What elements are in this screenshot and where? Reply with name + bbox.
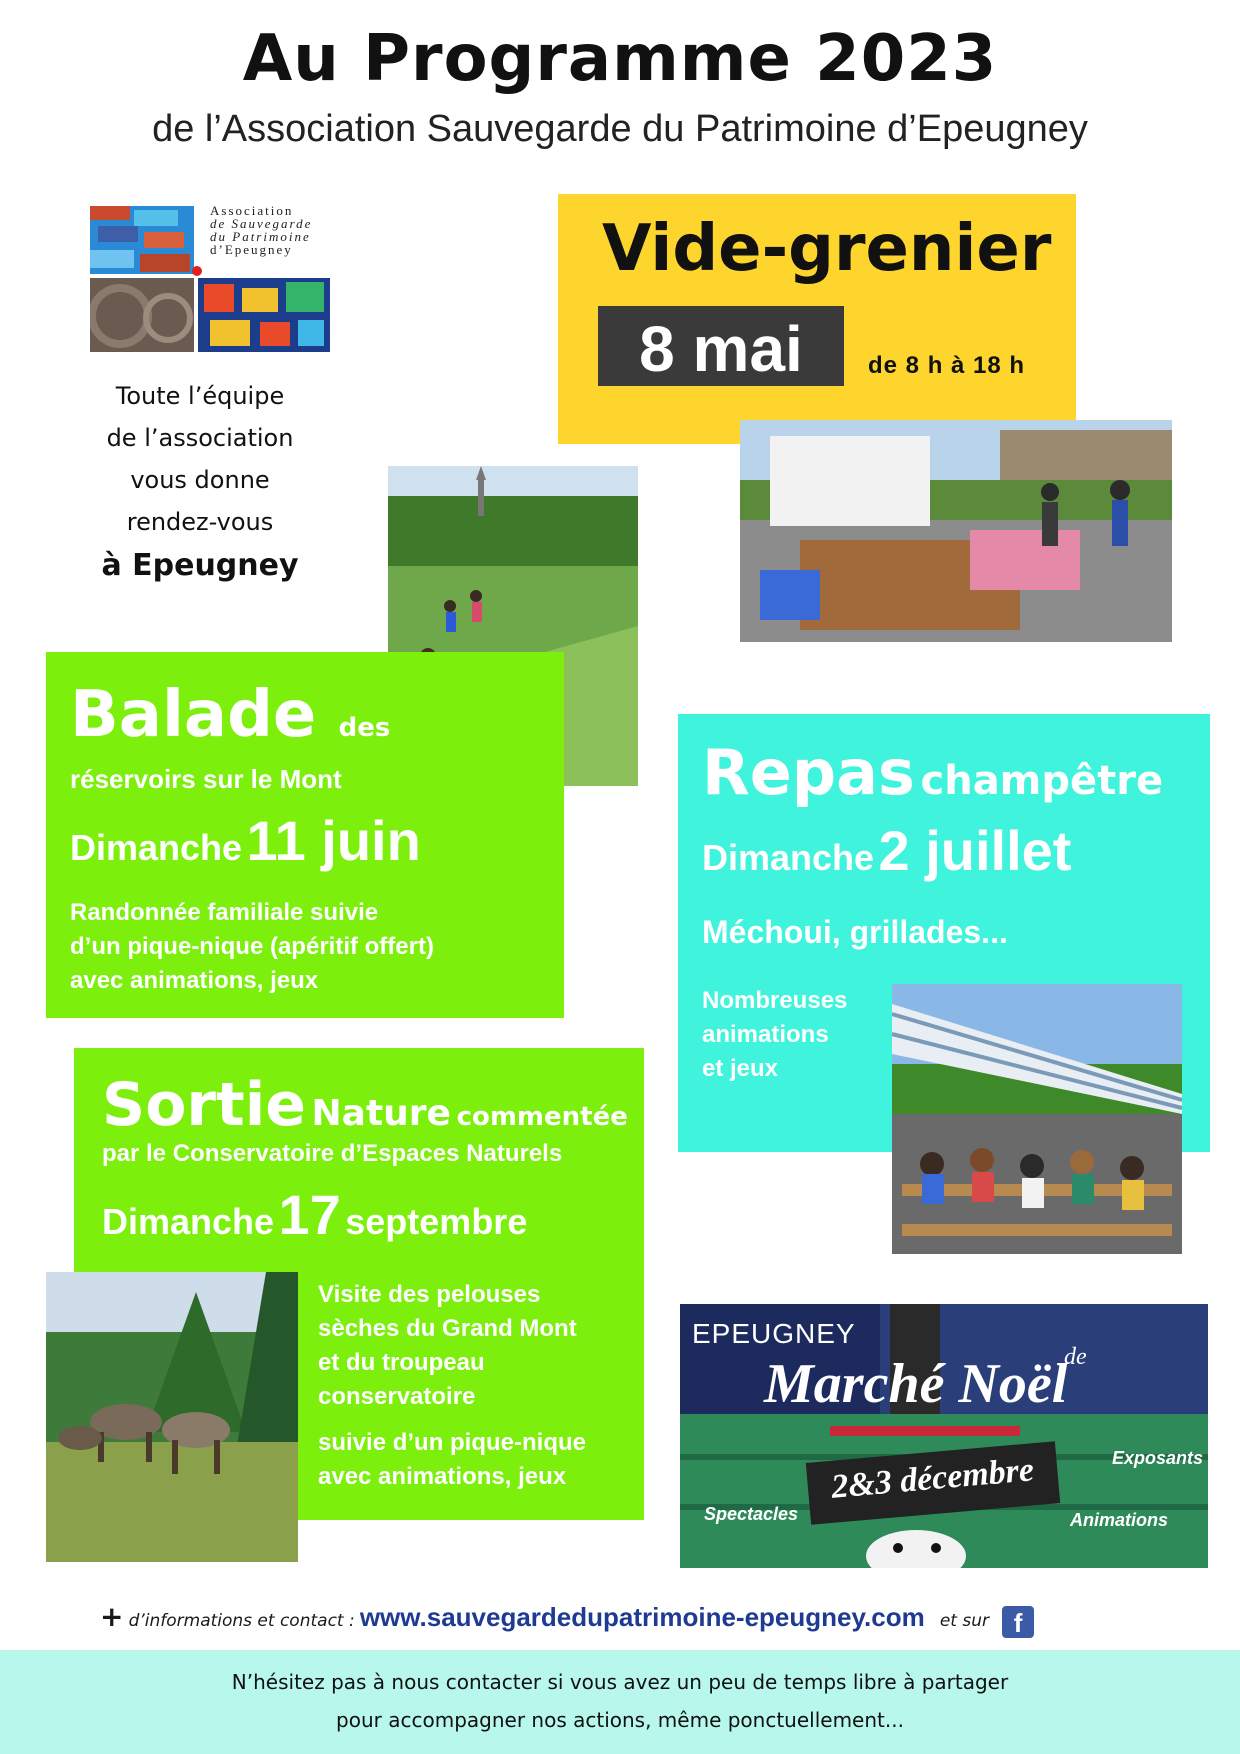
welcome-message — [70, 375, 330, 589]
sortie-desc-line: Visite des pelouses — [318, 1281, 541, 1308]
vide-grenier-title: Vide-grenier — [602, 212, 1052, 286]
repas-description — [702, 984, 882, 1086]
horses-photo — [46, 1272, 298, 1562]
repas-date-num: 2 juillet — [878, 819, 1072, 882]
noel-dates: 2&3 décembre — [829, 1451, 1036, 1506]
vide-grenier-date-badge — [598, 306, 844, 386]
welcome-line: rendez-vous — [126, 508, 274, 536]
noel-spectacles: Spectacles — [704, 1504, 799, 1524]
logo-line: Association — [210, 203, 294, 218]
noel-town: EPEUGNEY — [692, 1318, 856, 1349]
sortie-date-month: septembre — [345, 1201, 528, 1242]
sortie-date-num: 17 — [278, 1183, 341, 1246]
logo-line: de Sauvegarde — [210, 216, 313, 231]
balade-description — [70, 896, 540, 998]
sortie-title-mid: Nature — [311, 1093, 451, 1134]
sortie-subtitle: par le Conservatoire d’Espaces Naturels — [102, 1140, 563, 1167]
repas-date-day: Dimanche — [702, 837, 875, 878]
repas-desc-line: et jeux — [702, 1055, 779, 1082]
gears-image — [90, 278, 194, 352]
noel-exposants: Exposants — [1112, 1448, 1204, 1468]
welcome-location: à Epeugney — [101, 548, 299, 583]
balade-title-main: Balade — [70, 678, 317, 752]
flea-market-image — [740, 420, 1172, 642]
noel-title: Marché Noël — [764, 1353, 1068, 1415]
balade-title-small: des — [338, 713, 391, 743]
balade-title — [70, 678, 390, 752]
logo-text — [210, 204, 332, 256]
balade-desc-line: Randonnée familiale suivie — [70, 899, 379, 926]
sortie-date-day: Dimanche — [102, 1201, 275, 1242]
repas-desc-line: Nombreuses — [702, 987, 848, 1014]
page-title: Au Programme 2023 — [242, 22, 998, 96]
page-subtitle: de l’Association Sauvegarde du Patrimoine d’Epeugney — [152, 108, 1088, 150]
tent-meal-image — [892, 984, 1182, 1254]
sortie-description-1 — [318, 1278, 628, 1414]
welcome-line: Toute l’équipe — [115, 382, 285, 410]
sortie-desc-line: et du troupeau — [318, 1349, 485, 1376]
footer-line: pour accompagner nos actions, même ponctuellement... — [336, 1708, 904, 1732]
contact-line — [100, 1600, 1160, 1638]
logo-tile-stained-glass — [198, 278, 330, 352]
logo-tile-gears — [90, 278, 194, 352]
repas-date — [702, 818, 1071, 883]
vide-grenier-panel — [558, 194, 1076, 444]
sortie-desc-line: suivie d’un pique-nique — [318, 1429, 587, 1456]
sortie-desc-line: conservatoire — [318, 1383, 476, 1410]
plus-icon: + — [100, 1600, 124, 1633]
balade-date-num: 11 juin — [246, 809, 421, 872]
sortie-title-main: Sortie — [102, 1070, 306, 1140]
balade-date — [70, 808, 421, 873]
vide-grenier-date: 8 mai — [639, 313, 803, 385]
sortie-description-2 — [318, 1426, 638, 1494]
sortie-title-small: commentée — [456, 1102, 628, 1132]
tent-meal-photo — [892, 984, 1182, 1254]
logo-tile-bricks — [90, 206, 194, 274]
marche-noel-panel — [680, 1304, 1208, 1568]
contact-et-sur: et sur — [939, 1611, 989, 1631]
welcome-line: de l’association — [106, 424, 294, 452]
footer-line: N’hésitez pas à nous contacter si vous avez un peu de temps libre à partager — [231, 1670, 1009, 1694]
repas-menu: Méchoui, grillades... — [702, 914, 1008, 950]
repas-title — [702, 736, 1163, 809]
balade-subtitle: réservoirs sur le Mont — [70, 764, 342, 794]
balade-date-day: Dimanche — [70, 827, 243, 868]
welcome-line: vous donne — [130, 466, 270, 494]
logo-line: du Patrimoine — [210, 229, 311, 244]
bricks-image — [90, 206, 194, 274]
logo-red-dot — [192, 266, 202, 276]
repas-title-main: Repas — [702, 736, 915, 809]
repas-desc-line: animations — [702, 1021, 829, 1048]
sortie-date — [102, 1182, 527, 1247]
association-logo — [88, 203, 330, 352]
logo-line: d’Epeugney — [210, 242, 293, 257]
website-link[interactable]: www.sauvegardedupatrimoine-epeugney.com — [359, 1602, 925, 1632]
sortie-desc-line: sèches du Grand Mont — [318, 1315, 577, 1342]
sortie-desc-line: avec animations, jeux — [318, 1463, 567, 1490]
balade-desc-line: d’un pique-nique (apéritif offert) — [70, 933, 434, 960]
noel-de: de — [1064, 1344, 1087, 1370]
sortie-title — [102, 1070, 628, 1140]
stained-glass-image — [198, 278, 330, 352]
flea-market-photo — [740, 420, 1172, 642]
footer-banner — [0, 1650, 1240, 1754]
balade-panel — [46, 652, 564, 1018]
facebook-icon[interactable]: f — [1002, 1606, 1034, 1638]
noel-animations: Animations — [1070, 1510, 1169, 1530]
horses-image — [46, 1272, 298, 1562]
contact-label: d’informations et contact : — [128, 1611, 355, 1631]
vide-grenier-hours: de 8 h à 18 h — [868, 352, 1026, 379]
balade-desc-line: avec animations, jeux — [70, 967, 319, 994]
repas-title-small: champêtre — [920, 758, 1164, 804]
